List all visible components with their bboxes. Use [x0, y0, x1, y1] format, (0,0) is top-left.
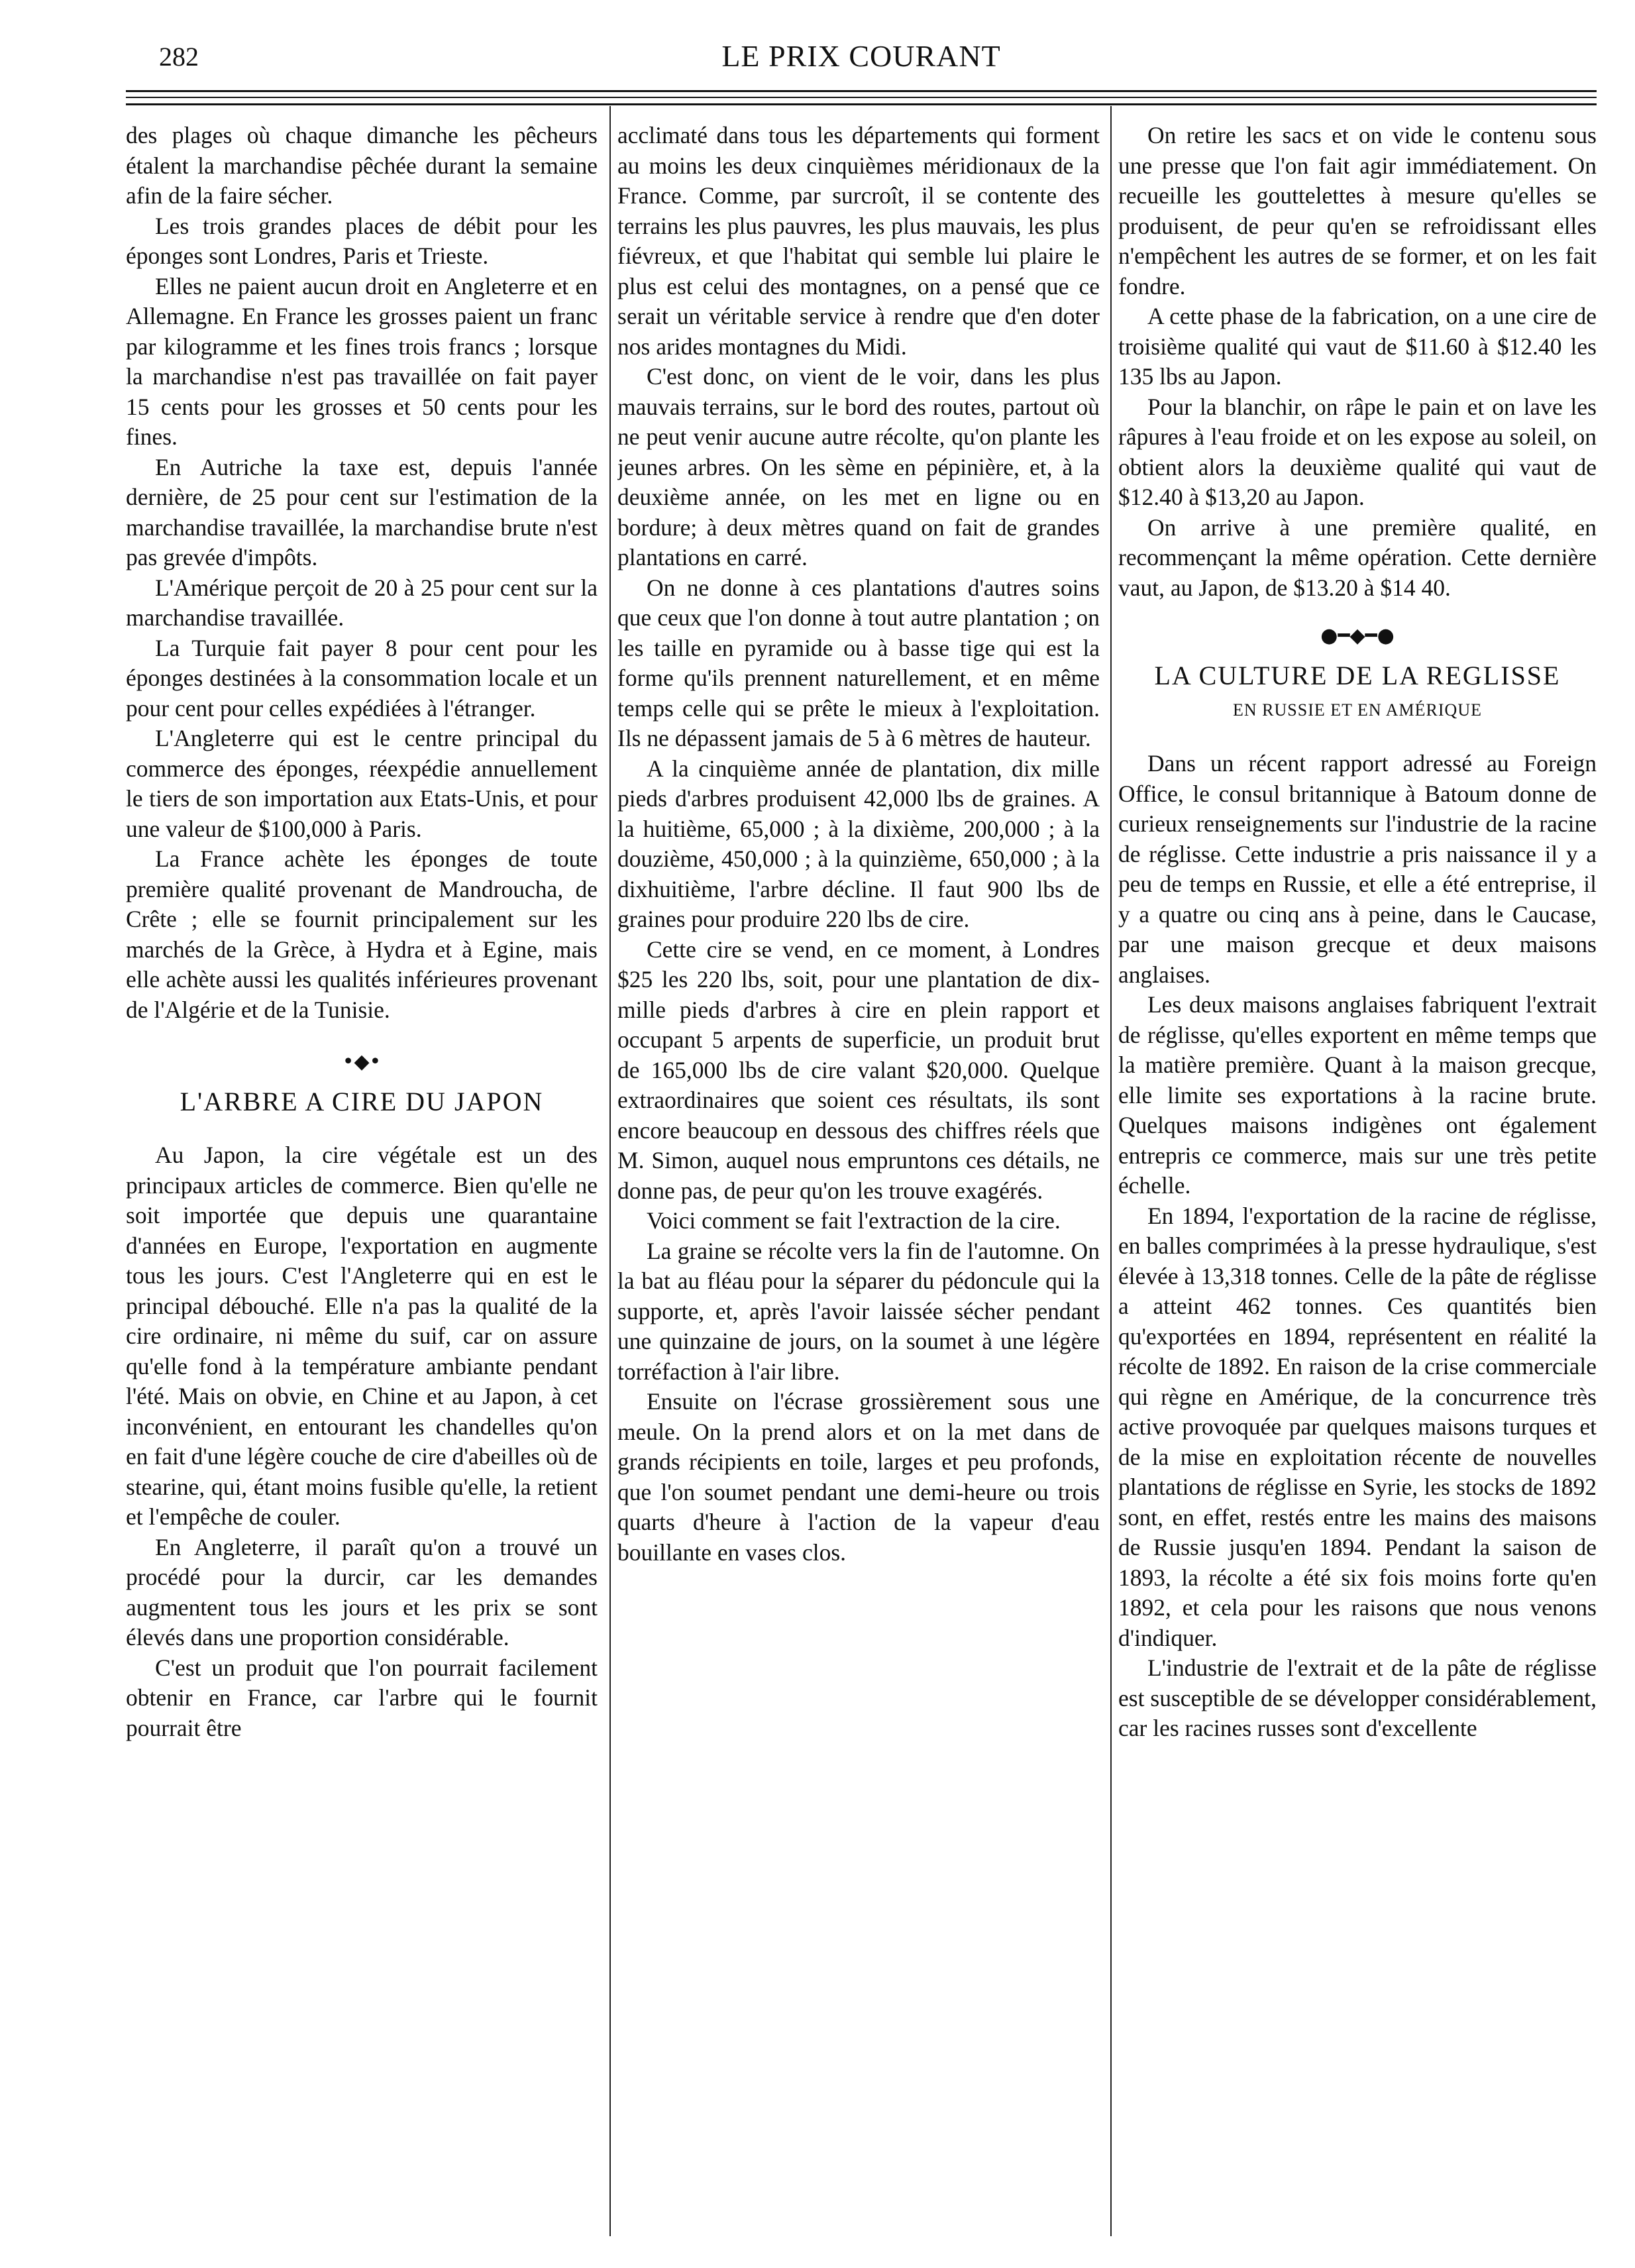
paragraph: Dans un récent rapport adressé au Foreign Office, le consul britannique à Batoum donne de curieux renseignements sur l'industrie de la racine de réglisse. Cette industrie a pris naissance il y a peu de temps en Russie, et elle a été entreprise, il y a quatre ou cinq ans à peine, dans le Caucase, par une maison grecque et deux maisons anglaises. — [1118, 750, 1597, 988]
paragraph: des plages où chaque dimanche les pêcheurs étalent la marchandise pêchée durant la semaine afin de la faire sécher. — [126, 122, 598, 209]
paragraph: Pour la blanchir, on râpe le pain et on lave les râpures à l'eau froide et on les expose au soleil, on obtient alors la deuxième qualité qui vaut de $12.40 à $13,20 au Japon. — [1118, 393, 1597, 510]
paragraph: En Autriche la taxe est, depuis l'année dernière, de 25 pour cent sur l'estimation de la marchandise travaillée, la marchandise brute n'est pas grevée d'impôts. — [126, 453, 598, 570]
paragraph: La graine se récolte vers la fin de l'automne. On la bat au fléau pour la séparer du pédoncule qui la supporte, et, après l'avoir laissée sécher pendant une quinzaine de jours, on la soumet à une légère torréfaction à l'air libre. — [617, 1237, 1100, 1385]
paragraph: Ensuite on l'écrase grossièrement sous une meule. On la prend alors et on la met dans de grands récipients en toile, larges et peu profonds, que l'on soumet pendant une demi-heure ou trois quarts d'heure à l'action de la vapeur d'eau bouillante en vases clos. — [617, 1388, 1100, 1566]
paragraph: A cette phase de la fabrication, on a une cire de troisième qualité qui vaut de $11.60 à $12.40 les 135 lbs au Japon. — [1118, 303, 1597, 390]
section-subtitle: EN RUSSIE ET EN AMÉRIQUE — [1233, 700, 1482, 720]
header-rule — [126, 90, 1597, 92]
page-header — [126, 38, 1597, 85]
paragraph: On retire les sacs et on vide le contenu sous une presse que l'on fait agir immédiatement. On recueille les gouttelettes à mesure qu'elles se produisent, de peur qu'en se refroidissant elles n'empêchent les autres de se former, et on les fait fondre. — [1118, 122, 1597, 299]
paragraph: En Angleterre, il paraît qu'on a trouvé un procédé pour la durcir, car les demandes augmentent tous les jours et les prix se sont élevés dans une proportion considérable. — [126, 1533, 598, 1650]
section-ornament: ●━◆━● — [1320, 624, 1395, 647]
paragraph: La France achète les éponges de toute première qualité provenant de Mandroucha, de Crête ; elle se fournit principalement sur les marchés de la Grèce, à Hydra et à Egine, mais elle achète aussi les qualités inférieures provenant de l'Algérie et de la Tunisie. — [126, 845, 598, 1023]
column-divider — [609, 106, 611, 2236]
column-divider — [1110, 106, 1112, 2236]
column-3 — [1118, 121, 1597, 2255]
paragraph: A la cinquième année de plantation, dix mille pieds d'arbres produisent 42,000 lbs de graines. A la huitième, 65,000 ; à la dixième, 200,000 ; à la douzième, 450,000 ; à la quinzième, 650,000 ; à la dixhuitième, l'arbre décline. Il faut 900 lbs de graines pour produire 220 lbs de cire. — [617, 755, 1100, 932]
header-rule — [126, 97, 1597, 98]
page-number: 282 — [159, 42, 199, 72]
paragraph: On ne donne à ces plantations d'autres soins que ceux que l'on donne à tout autre plantation ; on les taille en pyramide ou à basse tige qui est la forme qu'ils prennent naturellement, et en même temps celle qui se prête le mieux à l'exploitation. Ils ne dépassent jamais de 5 à 6 mètres de hauteur. — [617, 574, 1100, 751]
paragraph: L'industrie de l'extrait et de la pâte de réglisse est susceptible de se développer considérablement, car les racines russes sont d'excellente — [1118, 1654, 1597, 1741]
paragraph: Elles ne paient aucun droit en Angleterre et en Allemagne. En France les grosses paient un franc par kilogramme et les fines trois francs ; lorsque la marchandise n'est pas travaillée on fait payer 15 cents pour les grosses et 50 cents pour les fines. — [126, 272, 598, 450]
paragraph: Les deux maisons anglaises fabriquent l'extrait de réglisse, qu'elles exportent en même temps que la matière première. Quant à la maison grecque, elle limite ses exportations à la racine brute. Quelques maisons indigènes ont également entrepris ce commerce, mais sur une très petite échelle. — [1118, 991, 1597, 1199]
section-title: LA CULTURE DE LA REGLISSE — [1154, 661, 1561, 690]
section-title: L'ARBRE A CIRE DU JAPON — [180, 1087, 544, 1116]
paragraph: L'Amérique perçoit de 20 à 25 pour cent sur la marchandise travaillée. — [126, 574, 598, 631]
paragraph: En 1894, l'exportation de la racine de réglisse, en balles comprimées à la presse hydraulique, s'est élevée à 13,318 tonnes. Celle de la pâte de réglisse a atteint 462 tonnes. Ces quantités bien qu'exportées en 1894, représentent en réalité la récolte de 1892. En raison de la crise commerciale qui règne en Amérique, de la concurrence très active provoquée par quelques maisons turques et de la mise en exploitation récente de nouvelles plantations de réglisse en Syrie, les stocks de 1892 sont, en effet, restés entre les mains des maisons de Russie jusqu'en 1894. Pendant la saison de 1893, la récolte a été six fois moins forte qu'en 1892, et cela pour les raisons que nous venons d'indiquer. — [1118, 1202, 1597, 1651]
header-rule — [126, 103, 1597, 105]
paragraph: L'Angleterre qui est le centre principal du commerce des éponges, réexpédie annuellement le tiers de son importation aux Etats-Unis, et pour une valeur de $100,000 à Paris. — [126, 725, 598, 842]
paragraph: Les trois grandes places de débit pour les éponges sont Londres, Paris et Trieste. — [126, 212, 598, 269]
paragraph: Au Japon, la cire végétale est un des principaux articles de commerce. Bien qu'elle ne soit importée que depuis une quarantaine d'années en Europe, l'exportation en augmente tous les jours. C'est l'Angleterre qui en est le principal débouché. Elle n'a pas la qualité de la cire ordinaire, ni même du suif, car on assure qu'elle fond à la température ambiante pendant l'été. Mais on obvie, en Chine et au Japon, à cet inconvénient, en entourant les chandelles qu'on en fait d'une légère couche de cire d'abeilles où de stearine, qui, étant moins fusible qu'elle, la retient et l'empêche de couler. — [126, 1142, 598, 1530]
column-1 — [126, 121, 598, 2255]
column-2 — [617, 121, 1100, 2255]
paragraph: Voici comment se fait l'extraction de la cire. — [647, 1207, 1061, 1234]
section-ornament: •◆• — [342, 1050, 382, 1073]
journal-title: LE PRIX COURANT — [721, 39, 1001, 73]
paragraph: C'est un produit que l'on pourrait facilement obtenir en France, car l'arbre qui le fournit pourrait être — [126, 1654, 598, 1741]
paragraph: La Turquie fait payer 8 pour cent pour les éponges destinées à la consommation locale et un pour cent pour celles expédiées à l'étranger. — [126, 634, 598, 722]
paragraph: C'est donc, on vient de le voir, dans les plus mauvais terrains, sur le bord des routes, partout où ne peut venir aucune autre récolte, qu'on plante les jeunes arbres. On les sème en pépinière, et, à la deuxième année, on les met en ligne ou en bordure; à deux mètres quand on fait de grandes plantations en carré. — [617, 363, 1100, 570]
paragraph: On arrive à une première qualité, en recommençant la même opération. Cette dernière vaut, au Japon, de $13.20 à $14 40. — [1118, 513, 1597, 601]
paragraph: acclimaté dans tous les départements qui forment au moins les deux cinquièmes méridionaux de la France. Comme, par surcroît, il se contente des terrains les plus pauvres, les plus mauvais, les plus fiévreux, et que l'habitat qui semble lui plaire le plus est celui des montagnes, on a pensé que ce serait un véritable service à rendre que d'en doter nos arides montagnes du Midi. — [617, 122, 1100, 360]
paragraph: Cette cire se vend, en ce moment, à Londres $25 les 220 lbs, soit, pour une plantation de dix-mille pieds d'arbres à cire en plein rapport et occupant 5 arpents de superficie, un produit brut de 165,000 lbs de cire valant $20,000. Quelque extraordinaires que soient ces résultats, ils sont encore beaucoup en dessous des chiffres réels que M. Simon, auquel nous empruntons ces détails, ne donne pas, de peur qu'on les trouve exagérés. — [617, 936, 1100, 1204]
